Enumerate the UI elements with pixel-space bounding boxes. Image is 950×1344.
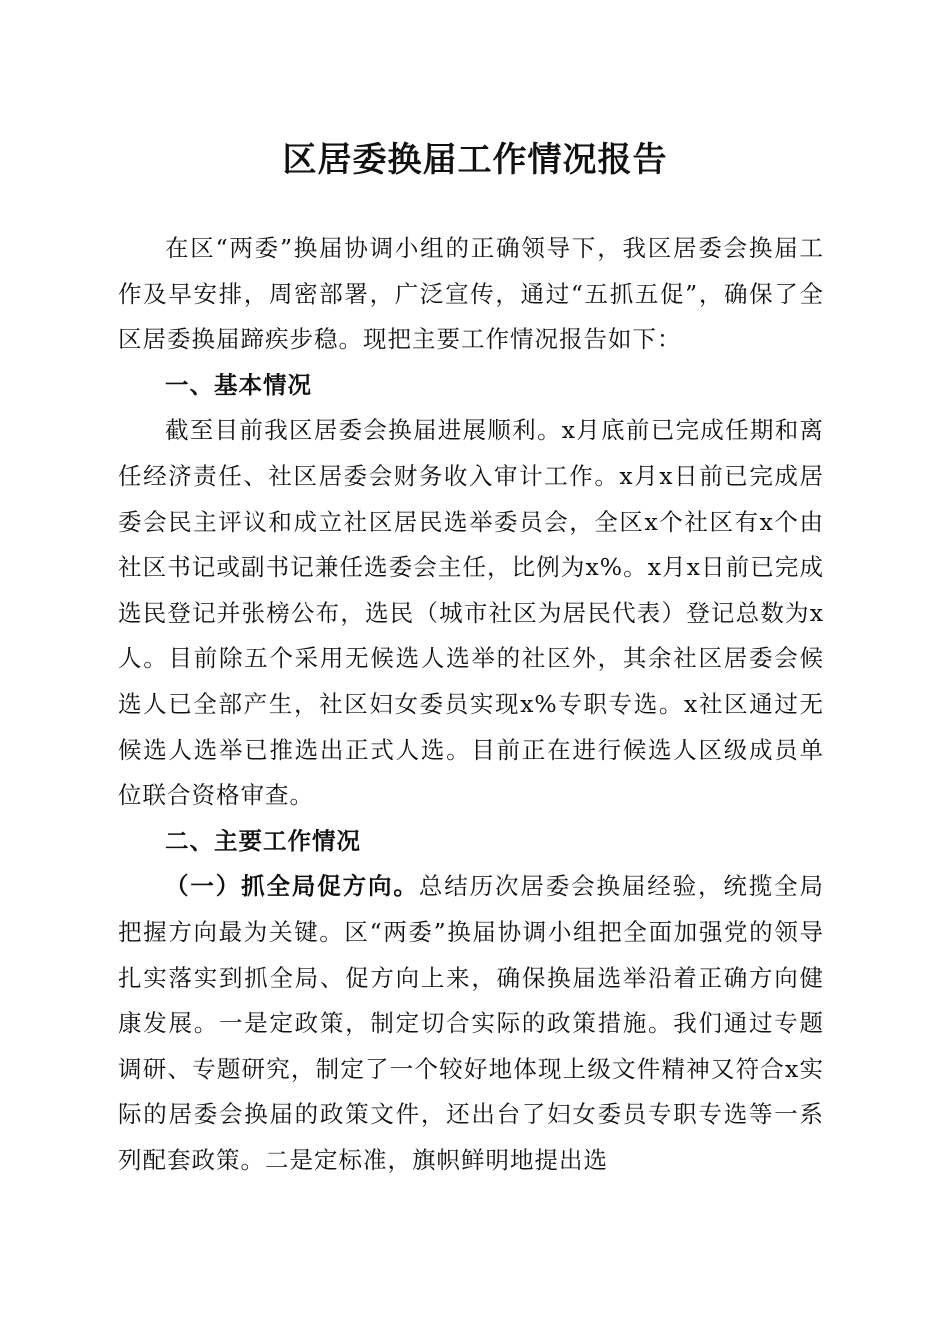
document-title: 区居委换届工作情况报告 [282, 140, 668, 180]
subsection-lead-1: （一）抓全局促方向。 [165, 872, 419, 901]
section-paragraph-basic: 截至目前我区居委会换届进展顺利。x月底前已完成任期和离任经济责任、社区居委会财务收入审计工作。x月x日前已完成居委会民主评议和成立社区居民选举委员会，全区x个社区有x个由社区书记或副书记兼任选委会主任，比例为x%。x月x日前已完成选民登记并张榜公布，选民（城市社区为居民代表）登记总数为x人。目前除五个采用无候选人选举的社区外，其余社区居委会候选人已全部产生，社区妇女委员实现x%专职专选。x社区通过无候选人选举已推选出正式人选。目前正在进行候选人区级成员单位联合资格审查。 [118, 416, 824, 810]
subsection-body-1: 总结历次居委会换届经验，统揽全局把握方向最为关键。区“两委”换届协调小组把全面加强党的领导扎实落实到抓全局、促方向上来，确保换届选举沿着正确方向健康发展。一是定政策，制定切合实际的政策措施。我们通过专题调研、专题研究，制定了一个较好地体现上级文件精神又符合x实际的居委会换届的政策文件，还出台了妇女委员专职专选等一系列配套政策。二是定标准，旗帜鲜明地提出选 [118, 872, 825, 1174]
document-body [118, 226, 824, 1183]
intro-paragraph: 在区“两委”换届协调小组的正确领导下，我区居委会换届工作及早安排，周密部署，广泛宣传，通过“五抓五促”，确保了全区居委换届蹄疾步稳。现把主要工作情况报告如下： [118, 234, 824, 354]
subsection-paragraph-1 [118, 864, 824, 1183]
section-heading-basic: 一、基本情况 [165, 370, 312, 399]
section-heading-main-work: 二、主要工作情况 [165, 826, 361, 855]
